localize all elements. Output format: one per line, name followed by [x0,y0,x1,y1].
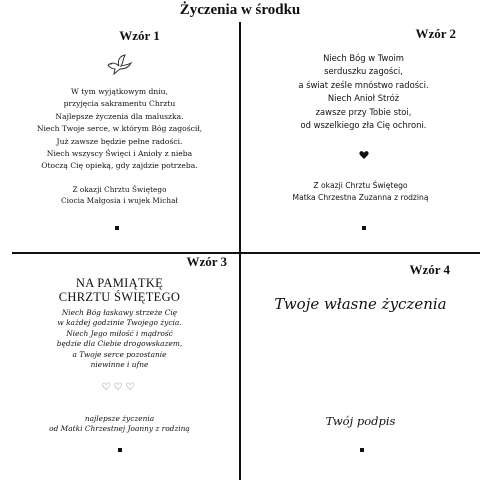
pattern-1-label: Wzór 1 [119,28,160,43]
verse-line: Niech Jego miłość i mądrość [66,328,173,338]
pattern-2-label: Wzór 2 [415,26,456,41]
verse-line: Niech Anioł Stróż [327,93,400,104]
signature-text: Twój podpis [325,414,396,428]
pattern-1-panel[interactable] [0,22,239,252]
signoff-line: od Matki Chrzestnej Joanny z rodziną [49,424,190,433]
signoff-line: Ciocia Małgosia i wujek Michał [61,196,178,205]
verse-line: Niech Bóg w Twoim [323,53,404,63]
verse-line: w każdej godzinie Twojego życia. [57,318,182,328]
pattern-1-verse [0,86,239,173]
pattern-3-verse [0,308,239,370]
bullet-dot [362,226,366,230]
pattern-4-label: Wzór 4 [409,262,450,277]
verse-line: Niech wszyscy Święci i Anioły z nieba [46,149,193,159]
hearts-icon: ♡♡♡ [101,382,138,393]
heading-line: CHRZTU ŚWIĘTEGO [58,290,181,304]
verse-line: Już zawsze będzie pełne radości. [56,136,183,146]
verse-line: od wszelkiego zła Cię ochroni. [300,120,427,131]
dove-icon [105,54,133,76]
verse-line: a świat ześle mnóstwo radości. [298,79,429,90]
verse-line: Najlepsze życzenia dla maluszka. [55,111,184,121]
signoff-line: najlepsze życzenia [84,414,155,423]
pattern-3-signoff [0,414,239,434]
verse-line: W tym wyjątkowym dniu, [71,87,168,96]
pattern-2-verse [241,52,480,132]
pattern-3-heading [0,276,239,304]
signoff-line: Matka Chrzestna Zuzanna z rodziną [292,192,429,202]
bullet-dot [118,448,122,452]
pattern-3-panel[interactable] [0,254,239,480]
bullet-dot [360,448,364,452]
heading-line: NA PAMIĄTKĘ [75,276,164,290]
pattern-1-signoff [0,184,239,206]
pattern-2-signoff [241,180,480,203]
verse-line: Otoczą Cię opieką, gdy zajdzie potrzeba. [41,161,198,171]
verse-line: a Twoje serce pozostanie [72,349,167,359]
pattern-3-label: Wzór 3 [186,254,227,269]
verse-line: niewinne i ufne [90,360,149,370]
verse-line: zawsze przy Tobie stoi, [315,106,412,117]
bullet-dot [115,226,119,230]
pattern-2-panel[interactable] [241,22,480,252]
verse-line: Niech Bóg łaskawy strzeże Cię [61,308,178,317]
signoff-line: Z okazji Chrztu Świętego [72,185,167,194]
custom-wishes-text: Twoje własne życzenia [274,295,447,313]
verse-line: Niech Twoje serce, w którym Bóg zagościł, [36,124,203,134]
signoff-line: Z okazji Chrztu Świętego [313,181,408,190]
pattern-4-panel[interactable] [241,254,480,480]
verse-line: przyjęcia sakramentu Chrztu [63,99,176,109]
verse-line: serduszku zagości, [324,66,403,77]
verse-line: będzie dla Ciebie drogowskazem, [56,339,183,349]
page-title: Życzenia w środku [179,2,301,18]
heart-icon [359,150,369,160]
